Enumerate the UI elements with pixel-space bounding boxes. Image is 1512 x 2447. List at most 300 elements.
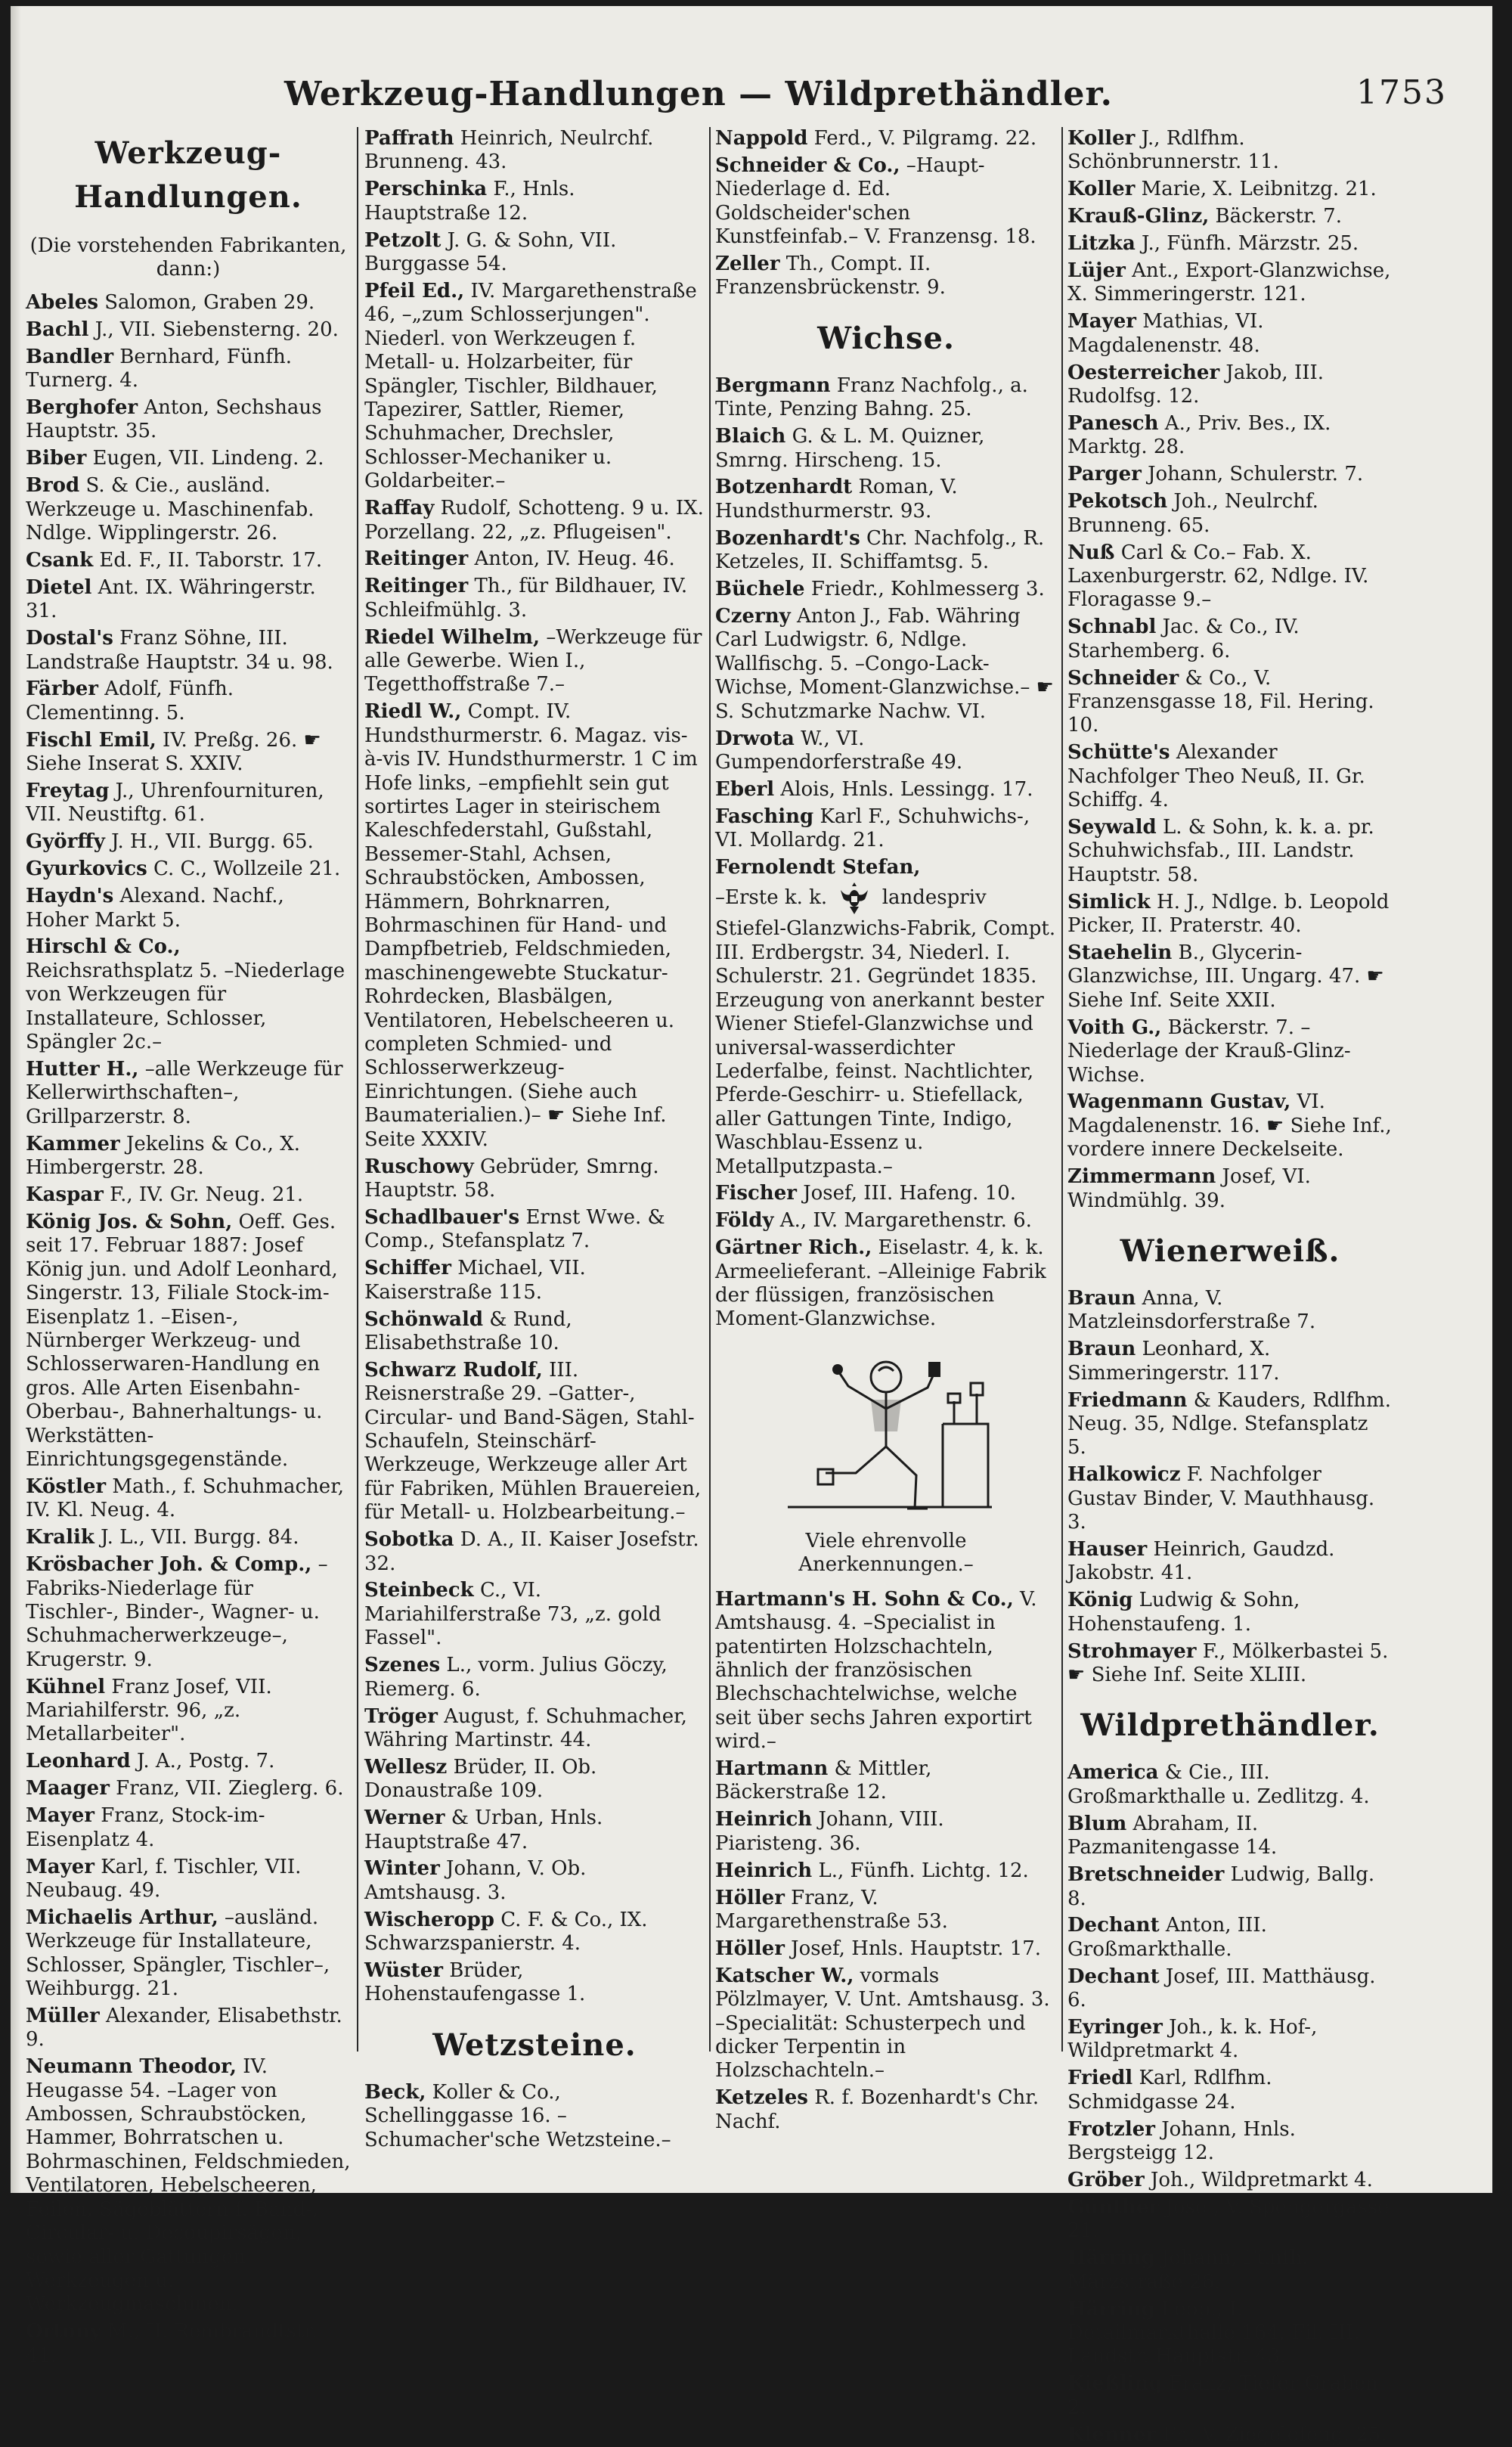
entry-name: Fischer [715,1182,797,1205]
entry-text: J. A., Postg. 7. [130,1750,275,1773]
directory-entry [364,1359,705,1525]
directory-entry [364,229,705,277]
entry-text: J. L., VII. Burgg. 84. [94,1526,299,1549]
entry-text: IV. Margarethenstraße 46, –„zum Schlosserjungen". Niederl. von Werkzeugen f. Metall- u. Holzarbeiter, für Spängler, Tischler, Bildhauer, Tapezirer, Sattler, Riemer, Schuhmacher, Drechsler, Schlosser-Mechaniker u. Goldarbeiter.– [364,279,697,493]
column-4 [1067,127,1393,2446]
entry-name: Hartmann's H. Sohn & Co., [715,1587,1014,1611]
column-divider [709,127,711,2052]
directory-entry [26,1133,351,1180]
entry-text: L., Fünfh. Lichtg. 12. [812,1859,1029,1882]
directory-entry [26,1777,351,1800]
entry-text: Josef, V. Spengergasse 21. [1067,2195,1390,2243]
directory-entry [715,1887,1057,1934]
entry-name: Abeles [26,290,98,314]
entry-text: Eiselastr. 4, k. k. Armeelieferant. –Alleinige Fabrik der flüssigen, französischen Moment-Glanzwichse. [715,1236,1046,1331]
entry-text: & Kauders, Rdlfhm. Neug. 35, Ndlge. Stefansplatz 5. [1067,1388,1391,1459]
entry-name: Schneider [1067,666,1179,690]
entry-text: Bäckerstr. 7. –Niederlage der Krauß-Glinz-Wichse. [1067,1016,1351,1087]
entry-name: Szenes [364,1654,441,1677]
directory-entry [715,1182,1057,1205]
entry-name: Färber [26,678,99,701]
entry-text: Alexander Nachfolger Theo Neuß, II. Gr. Schiffg. 4. [1067,741,1365,812]
entry-text: L. & Sohn, k. k. a. pr. Schuhwichsfab., III. Landstr. Hauptstr. 58. [1067,815,1374,886]
entry-name: Köstler [26,1475,107,1498]
entry-name: Hartmann [715,1757,829,1781]
entry-name: Kaspar [26,1183,104,1207]
entry-name: Frotzler [1067,2117,1155,2141]
section-note: (Die vorstehenden Fabrikanten, dann:) [29,234,347,281]
entry-text: J. H., VII. Burgg. 65. [104,830,314,854]
directory-entry [1067,1538,1393,1586]
entry-text: Roman, V. Hundsthurmerstr. 93. [715,476,958,523]
entry-text: Eugen, VII. Lindeng. 2. [86,447,324,470]
directory-entry [26,1183,351,1207]
entry-text: Jakob, III. Rudolfsg. 12. [1067,361,1325,408]
entry-text: Anton, IV. Heug. 46. [468,547,675,571]
entry-text: Franz, Stock-im-Eisenplatz 4. [26,1804,265,1851]
entry-text: Bäckerstr. 7. [1209,205,1342,228]
entry-name: Ortony [26,2320,101,2343]
entry-text: J. G. & Sohn, VII. Burggasse 54. [364,228,617,276]
entry-text: Anton, III. Großmarkthalle. [1067,1914,1267,1961]
directory-entry [364,700,705,1152]
directory-entry [715,605,1057,724]
entry-text: A., Priv. Bes., IX. Marktg. 28. [1067,411,1331,459]
directory-entry [364,1654,705,1701]
directory-entry [1067,2016,1393,2064]
directory-entry [715,1236,1057,1332]
directory-entry [26,830,351,854]
entry-name: Braun [1067,1286,1136,1310]
entry-text: J., VII. Siebensterng. 20. [88,318,339,341]
directory-entry [1067,361,1393,409]
shoeshine-man-icon [773,1341,999,1522]
entry-text: Joh., Neulrchf. Brunneng. 65. [1067,490,1318,537]
directory-entry [364,280,705,494]
entry-name: Pfeil Ed., [364,279,465,302]
directory-entry [26,627,351,675]
entry-name: Klenner [1067,2423,1157,2446]
section-heading-wienerweiss: Wienerweiß. [1120,1233,1340,1269]
directory-entry [26,318,351,342]
entry-text: Brüder, II. Ob. Donaustraße 109. [364,1755,597,1803]
entry-text: Alexand. Nachf., Hoher Markt 5. [26,885,284,932]
entry-list-wienerweiss [1067,1287,1393,1688]
column-divider [357,127,358,2052]
entry-text: Franz, VII. Zieglerg. 6. [109,1777,344,1800]
entry-text: & Co., V. Franzensgasse 18, Fil. Hering. 10. [1067,666,1374,737]
directory-entry [1067,2298,1393,2369]
entry-text: Friedr., Kohlmesserg 3. [804,578,1045,601]
entry-text: Josef, III. Matthäusg. 6. [1067,1965,1376,2012]
entry-name: Dietel [26,575,92,599]
entry-name: Hutter H., [26,1058,139,1081]
entry-name: Raffay [364,497,435,520]
directory-entry [715,425,1057,473]
illustration-caption: Viele ehrenvolle Anerkennungen.– [798,1529,974,1577]
entry-text: Josef, III. Hafeng. 10. [796,1182,1017,1205]
directory-entry [715,253,1057,300]
entry-name: Härring [1067,2297,1155,2321]
entry-text: Josef, Hnls. Hauptstr. 17. [784,1937,1042,1960]
entry-name: Gärtner Rich., [715,1236,872,1260]
directory-entry [715,127,1057,150]
entry-name: Dechant [1067,1914,1160,1937]
directory-entry [26,447,351,470]
entry-name: Haydn's [26,885,114,908]
directory-entry [1067,941,1393,1013]
directory-entry [26,729,351,777]
directory-entry [26,678,351,725]
directory-entry [26,1526,351,1549]
entry-text: Ludwig & Sohn, Hohenstaufeng. 1. [1067,1589,1300,1636]
entry-text: Anton J., Fab. Währing Carl Ludwigstr. 6, Ndlge. Wallfischg. 5. –Congo-Lack-Wichse, Moment-Glanzwichse.– ☛ S. Schutzmarke Nachw. VI. [715,605,1054,723]
directory-entry [364,127,705,175]
entry-name: Winter [364,1857,440,1881]
directory-entry [26,2055,351,2316]
directory-entry [26,1804,351,1852]
directory-entry [715,1937,1057,1961]
entry-name: Perschinka [364,178,488,201]
entry-name: Ruschowy [364,1155,474,1178]
entry-text: Johann, Schulerstr. 7. [1141,463,1364,486]
entry-name: Härring [1067,2247,1155,2270]
entry-text: Abraham, II. Pazmanitengasse 14. [1067,1812,1278,1859]
directory-entry [364,1909,705,1956]
section-heading-wichse: Wichse. [817,320,955,356]
entry-text: Carl & Co.– Fab. X. Laxenburgerstr. 62, Ndlge. IV. Floragasse 9.– [1067,541,1369,612]
entry-name: Strohmayer [1067,1639,1197,1663]
directory-entry [364,2081,705,2152]
entry-list-wildpret [1067,1761,1393,2446]
directory-entry [1067,2067,1393,2114]
directory-entry [1067,463,1393,486]
entry-name: Schadlbauer's [364,1205,520,1229]
entry-text: B., Glycerin-Glanzwichse, III. Ungarg. 47. ☛ Siehe Inf. Seite XXII. [1067,941,1384,1012]
entry-name: Wischeropp [364,1908,494,1931]
entry-name: Werner [364,1807,445,1830]
entry-text: Leonhard, X. Simmeringerstr. 117. [1067,1338,1280,1385]
entry-name: Fernolendt Stefan, [715,856,921,879]
entry-text: Heinrich, Neulrchf. Brunneng. 43. [364,127,654,174]
entry-name: Günther [1067,2195,1160,2219]
entry-name: Tröger [364,1704,438,1728]
entry-text: Anton, Sechshaus Hauptstr. 35. [26,395,322,443]
directory-entry [715,1859,1057,1883]
ad-prefix: –Erste k. k. [715,886,828,910]
column-1 [26,127,351,2367]
entry-name: Wüster [364,1959,443,1983]
entry-name: Pekotsch [1067,490,1168,513]
entry-name: Simlick [1067,890,1151,913]
section-heading-wildpret: Wildprethändler. [1080,1707,1380,1744]
entry-name: Kühnel [26,1675,106,1698]
directory-entry [364,1756,705,1803]
entry-name: Friedl [1067,2067,1133,2090]
entry-text: Chr. Nachfolg., R. Ketzeles, II. Schiffamtsg. 5. [715,526,1045,574]
entry-text: Jac. & Co., IV. Starhemberg. 6. [1067,616,1300,662]
entry-name: Büchele [715,578,805,601]
entry-name: Seywald [1067,815,1157,839]
entry-text: R. f. Bozenhardt's Chr. Nachf. [715,2086,1040,2133]
entry-name: Schütte's [1067,741,1170,764]
entry-name: Blaich [715,425,786,448]
entry-name: Csank [26,548,94,572]
entry-text: Koller & Co., Schellinggasse 16. – Schumacher'sche Wetzsteine.– [364,2080,671,2151]
directory-page [11,6,1492,2446]
entry-name: Schönwald [364,1307,484,1331]
entry-list-werkzeug [26,291,351,2368]
entry-text: Alois, Hnls. Lessingg. 17. [774,777,1033,801]
entry-name: Kammer [26,1132,120,1155]
directory-entry [364,1705,705,1753]
entry-text: Karl F., Schuhwichs-, VI. Mollardg. 21. [715,805,1030,852]
shoe-polisher-illustration [715,1341,1057,1577]
entry-text: D. A., II. Kaiser Josefstr. 32. [364,1528,699,1575]
entry-text: Johann, Fünfh. Märzstraße 26. [1067,2247,1309,2293]
entry-text: L., vorm. Julius Göczy, Riemerg. 6. [364,1654,668,1701]
entry-name: Oesterreicher [1067,361,1220,384]
entry-text: Johann, Hnls. Bergsteigg 12. [1067,2117,1296,2165]
directory-entry [1067,1914,1393,1962]
directory-entry [364,575,705,622]
entry-name: Bergmann [715,374,831,397]
entry-text: M., II. Rembrandtstr. 41. [26,2320,318,2367]
entry-name: Dechant [1067,1965,1160,1988]
entry-text: Stiefel-Glanzwichs-Fabrik, Compt. III. Erdbergstr. 34, Niederl. I. Schulerstr. 21. Gegründet 1835. Erzeugung von anerkannt bester Wiener Stiefel-Glanzwichse und universal-wasserdichter Lederfalbe, feinst. Nachtlichter, Pferde-Geschirr- u. Stiefellack, aller Gattungen Tinte, Indigo, Waschblau-Essenz u. Metallputzpasta.– [715,917,1056,1178]
entry-text: F., Hnls. Hauptstraße 12. [364,178,575,225]
entry-name: Nuß [1067,541,1115,564]
directory-entry [715,1588,1057,1754]
directory-entry [715,1965,1057,2083]
entry-name: Wellesz [364,1755,448,1779]
directory-entry [26,885,351,932]
entry-text: Joh., Wildpretmarkt 4. [1144,2168,1373,2191]
entry-text: Ant., Export-Glanzwichse, X. Simmeringerstr. 121. [1067,259,1391,306]
entry-text: Leop., I. Detailmarkthalle 164, Fil. III. Landstr. Hauptstr. 43. [1067,2297,1360,2368]
entry-name: Gröber [1067,2168,1145,2191]
advertisement-fernolendt [715,856,1057,1179]
directory-entry [1067,259,1393,307]
directory-entry [26,1475,351,1523]
entry-name: König Jos. & Sohn, [26,1210,233,1233]
directory-entry [1067,2169,1393,2192]
entry-list-wichse-2 [715,1182,1057,1331]
entry-text: Karl, Rdlfhm. Schmidgasse 24. [1067,2067,1272,2114]
entry-text: Johann, VIII. Piaristeng. 36. [715,1808,944,1855]
entry-name: Mayer [26,1804,94,1828]
entry-text: Salomon, Graben 29. [98,290,315,314]
entry-name: Eyringer [1067,2016,1163,2039]
directory-entry [26,549,351,572]
directory-entry [26,1553,351,1672]
directory-entry [715,1808,1057,1856]
directory-entry [1067,1863,1393,1911]
entry-name: Heinrich [715,1859,813,1882]
entry-name: Bozenhardt's [715,526,860,550]
entry-text: Fr., V. Ziegelofeng. 25. [1156,2423,1387,2446]
entry-text: VI. Magdalenenstr. 16. ☛ Siehe Inf., vordere innere Deckelseite. [1067,1090,1392,1161]
directory-entry [364,1206,705,1254]
directory-entry [1067,616,1393,663]
directory-entry [364,1959,705,2007]
directory-entry [1067,1090,1393,1161]
directory-entry [715,1209,1057,1233]
entry-name: Höller [715,1886,785,1909]
entry-text: F. Nachfolger Gustav Binder, V. Mauthhausg. 3. [1067,1463,1375,1534]
entry-name: Bandler [26,345,114,368]
directory-entry [715,1757,1057,1805]
entry-name: Beck, [364,2080,426,2104]
directory-entry [1067,2118,1393,2166]
entry-text: & Rund, Elisabethstraße 10. [364,1307,572,1354]
entry-name: Neumann Theodor, [26,2055,237,2079]
entry-name: Zeller [715,253,780,276]
entry-name: Zimmermann [1067,1165,1216,1189]
entry-text: Josef, VI. Windmühlg. 39. [1067,1165,1311,1212]
entry-name: Mayer [1067,310,1136,333]
directory-entry [1067,1640,1393,1688]
directory-entry [1067,1338,1393,1385]
directory-entry [715,727,1057,775]
column-3 [715,127,1057,2169]
entry-name: Panesch [1067,411,1159,435]
entry-text: –ausländ. Werkzeuge für Installateure, Schlosser, Spängler, Tischler–, Weihburgg. 21. [26,1906,330,2001]
entry-text: III. Reisnerstraße 29. –Gatter-, Circular- und Band-Sägen, Stahl-Schaufeln, Steinschärf-Werkzeuge, Werkzeuge aller Art für Fabriken, Mühlen Brauereien, für Metall- u. Holzbearbeitung.– [364,1358,702,1524]
directory-entry [1067,127,1393,175]
entry-text: –Werkzeuge für alle Gewerbe. Wien I., Tegetthoffstraße 7.– [364,625,702,696]
entry-text: F., Mölkerbastei 5. ☛ Siehe Inf. Seite XLIII. [1067,1639,1389,1687]
entry-name: Maager [26,1777,110,1800]
entry-text: V. Amtshausg. 4. –Specialist in patentirten Holzschachteln, ähnlich der französischen Blechschachtelwichse, welche seit über sechs Jahren exportirt wird.– [715,1587,1037,1754]
entry-text: Alexander, Elisabethstr. 9. [26,2004,342,2052]
directory-entry [26,1211,351,1472]
entry-name: Schneider & Co., [715,154,900,177]
running-title: Werkzeug-Handlungen — Wildprethändler. [284,75,1113,113]
entry-text: H. J., Ndlge. b. Leopold Picker, II. Praterstr. 40. [1067,890,1390,938]
entry-name: Biber [26,447,87,470]
directory-entry [715,805,1057,853]
entry-name: Dostal's [26,627,113,650]
directory-entry [1067,541,1393,613]
entry-text: Franz, V. Margarethenstraße 53. [715,1886,948,1933]
entry-name: Wagenmann Gustav, [1067,1090,1291,1114]
entry-text: –Haupt-Niederlage d. Ed. Goldscheider'schen Kunstfeinfab.– V. Franzensg. 18. [715,154,1036,249]
directory-entry [26,2320,351,2368]
entry-name: Botzenhardt [715,476,853,499]
entry-name: Bachl [26,318,89,341]
column-divider [1061,127,1063,2052]
entry-name: Petzolt [364,228,442,252]
directory-entry [1067,490,1393,538]
section-heading-werkzeug: Werkzeug- Handlungen. [74,135,302,215]
entry-name: Heinrich [715,1808,813,1831]
entry-name: Berghofer [26,395,138,419]
entry-name: Drwota [715,727,795,750]
directory-entry [1067,1287,1393,1335]
ad-suffix: landespriv [881,886,987,910]
entry-name: Steinbeck [364,1579,474,1602]
directory-entry [26,1906,351,2002]
directory-entry [364,497,705,544]
page-number: 1753 [1356,73,1447,112]
entry-text: Bernhard, Fünfh. Turnerg. 4. [26,345,292,392]
directory-entry [1067,816,1393,887]
entry-text: F., IV. Gr. Neug. 21. [103,1183,304,1207]
entry-list-wetzsteine [364,2081,705,2152]
entry-name: Litzka [1067,232,1136,256]
entry-name: Parger [1067,463,1142,486]
directory-entry [1067,741,1393,812]
entry-text: & Cie., III. Großmarkthalle u. Zedlitzg. 4. [1067,1761,1370,1808]
directory-entry [26,780,351,827]
entry-text: J., Fünfh. Märzstr. 25. [1135,232,1359,256]
directory-entry [26,858,351,881]
directory-entry [364,178,705,225]
directory-entry [26,474,351,545]
entry-text: Ant. IX. Währingerstr. 31. [26,575,316,623]
entry-text: C. C., Wollzeile 21. [147,858,341,881]
entry-name: Riedl W., [364,700,462,724]
entry-text: Ed. F., II. Taborstr. 17. [93,548,323,572]
entry-text: IV. Preßg. 26. ☛ Siehe Inserat S. XXIV. [26,728,321,776]
entry-text: Joh., k. k. Hof-, Wildpretmarkt 4. [1067,2016,1318,2063]
directory-entry [26,396,351,444]
entry-name: Katscher W., [715,1964,854,1987]
directory-entry [1067,891,1393,938]
entry-text: Franz Söhne, III. Landstraße Hauptstr. 34 u. 98. [26,627,333,674]
directory-entry [1067,2424,1393,2447]
entry-name: Blum [1067,1812,1127,1835]
directory-entry [715,154,1057,250]
directory-entry [715,374,1057,422]
entry-name: Kralik [26,1526,94,1549]
entry-name: König [1067,1589,1133,1612]
entry-name: Koller [1067,127,1136,150]
entry-text: Ernst Wwe. & Comp., Stefansplatz 7. [364,1205,665,1253]
entry-name: Czerny [715,605,791,628]
directory-entry [715,527,1057,575]
entry-name: Schwarz Rudolf, [364,1358,543,1382]
entry-name: Brod [26,474,80,498]
directory-entry [26,1750,351,1773]
directory-entry [1067,1965,1393,2013]
entry-text: Heinrich, Gaudzd. Jakobstr. 41. [1067,1538,1335,1585]
entry-name: Reitinger [364,547,469,571]
directory-entry [715,778,1057,802]
entry-text: Th., für Bildhauer, IV. Schleifmühlg. 3. [364,575,688,622]
entry-name: Györffy [26,830,105,854]
entry-name: Paffrath [364,127,454,150]
directory-entry [364,626,705,697]
column-2 [364,127,705,2169]
directory-entry [364,1807,705,1854]
entry-name: Schnabl [1067,616,1157,639]
directory-entry [1067,2196,1393,2244]
entry-text: Marie, X. Leibnitzg. 21. [1135,178,1377,201]
directory-entry [26,2005,351,2052]
page-header [11,70,1492,116]
entry-text: Johann, V. Ob. Amtshausg. 3. [364,1857,587,1904]
directory-entry [1067,1016,1393,1087]
entry-name: Riedel Wilhelm, [364,625,541,649]
entry-text: & Mittler, Bäckerstraße 12. [715,1757,932,1804]
entry-text: Math., f. Schuhmacher, IV. Kl. Neug. 4. [26,1475,345,1522]
entry-list-wichse-cont [1067,127,1393,1213]
entry-text: Reichsrathsplatz 5. –Niederlage von Werkzeugen für Installateure, Schlosser, Spängler 2c.– [26,959,345,1054]
entry-name: Kießling [1067,2372,1163,2396]
directory-entry [364,1257,705,1304]
